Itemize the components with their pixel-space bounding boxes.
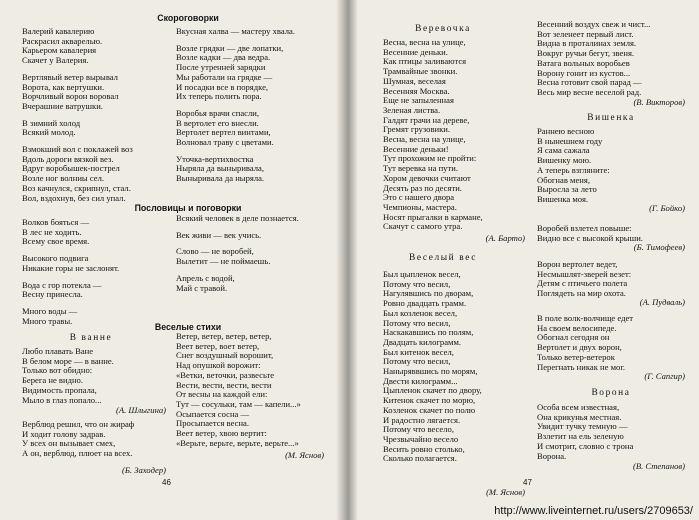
text-line: В нынешнем году [537,135,603,146]
right-col2-vorona [537,403,633,461]
text-line: Наныряввшись по морям, [383,366,478,377]
text-line: Она крикунья местная. [537,411,622,422]
text-line: После утренней зарядки [176,62,266,73]
right-col2-vozdukh [537,20,650,98]
text-line: Потому что весил, [383,278,451,289]
text-line: Козленок скачет по полю [383,404,476,415]
heading-vorona: Ворона [591,388,631,398]
text-line: У всех он вызывает смех, [22,438,116,449]
text-line: Валерий кавалерию [22,26,95,36]
watermark-url: http://www.liveinternet.ru/users/2709653/ [494,505,693,517]
author-yasnov-2: (М. Яснов) [486,487,525,497]
text-line: Выросла за лето [537,184,597,195]
text-line: Весна, весна на улице, [383,37,466,47]
text-line: Скачут с самого утра. [383,221,463,232]
heading-v-vanne: В ванне [69,333,113,343]
author-shlygina: (А. Шлыгина) [115,405,166,415]
text-line: И смотрит, словно с трона [537,440,634,451]
text-line: Обогнав меня, [537,174,590,185]
text-line: Вчерашние ватрушки. [22,100,103,111]
right-col2-vorobey [537,224,643,243]
text-line: Ворон вертолет ведет, [537,259,618,269]
text-line: Носят прыгалки в кармане, [383,211,483,222]
right-col2-vorvertolet [537,260,631,299]
text-line: Воробей взлетел повыше: [537,223,632,233]
author-yasnov-1: (М. Яснов) [285,450,324,460]
text-line: Любо плавать Ване [22,346,94,356]
text-line: Еще не запыленная [383,95,454,106]
text-line: Несмышлят-зверей везет: [537,268,632,279]
text-line: И ходит голову задрав. [22,428,106,439]
text-line: Чемпионы, мастера. [383,201,457,212]
author-stepanov: (В. Степанов) [632,461,685,471]
text-line: Вертолет и двух ворон, [537,342,622,353]
text-line: Как птицы заливаются [383,56,467,67]
author-pudval: (А. Пудваль) [639,297,685,307]
text-line: Май с травой. [176,282,228,293]
text-line: Осыпается сосна — [176,408,250,419]
right-col1-verevochka [383,38,483,232]
text-line: Двадцать килограмм. [383,336,462,347]
text-line: Двести килограмм... [383,375,458,386]
text-line: Зеленая листва. [383,104,441,115]
text-line: Это с нашего двора [383,192,455,203]
text-line: Тут прохожим не пройти: [383,153,477,164]
text-line: Весна, весна на улице, [383,134,466,145]
text-line: Был китенок весел, [383,346,454,357]
text-line: Взлетит на ель зеленую [537,431,624,442]
text-line: Наскакавшись по полям, [383,327,474,338]
text-line: Ворчливый ворон воровал [22,91,119,102]
text-line: Возле грядки — две лопатки, [176,42,284,53]
text-line: В поле волк-волчище едет [537,313,634,323]
text-line: Весенние деньки! [383,143,449,154]
text-line: Был козленок весел, [383,307,458,318]
text-line: Раскрасил акварелью. [22,35,103,46]
text-line: Только ветер-ветерок [537,351,615,362]
text-line: Вот зеленеет первый лист. [537,28,634,39]
left-col2-top [176,27,324,184]
text-line: Видимость пропала, [22,384,97,395]
text-line: Нагулявшись по дворам, [383,288,474,299]
text-line: Тут — сосульки, там — капели...» [176,398,301,409]
text-line: В вертолет его внесли. [176,117,259,128]
text-line: И радостно лягается. [383,414,461,425]
left-col1-vanne [22,347,114,405]
text-line: Китенок скачет по морю, [383,395,476,406]
text-line: Воробья врачи спасли, [176,107,259,118]
text-line: Ватага вольных воробьев [537,57,630,68]
text-line: А теперь взгляните: [537,164,610,175]
text-line: Перегнать никак не мог. [537,361,626,372]
text-line: Вишенку мою. [537,155,592,166]
text-line: Слово — не воробей, [176,246,254,257]
text-line: Ныряла да выныривала, [176,163,265,174]
heading-vishenka: Вишенка [587,113,635,123]
text-line: Веет ветер, хвою вертит: [176,428,267,439]
text-line: Я сама сажала [537,145,590,156]
text-line: Их теперь полить пора. [176,91,262,102]
text-line: Над опушкой ворожит: [176,360,261,371]
heading-vesyoly-ves: Веселый вес [409,253,477,263]
text-line: Мы работали на грядке — [176,71,273,82]
text-line: Выныривала да ныряла. [176,173,265,184]
heading-verevochka: Веревочка [415,24,471,34]
text-line: «Верьте, верьте, верьте, верьте...» [176,437,299,448]
text-line: Всему свое время. [22,236,90,247]
text-line: Всякий молод. [22,127,76,138]
text-line: Снег воздушный ворошит, [176,350,274,361]
left-col2-veter [176,332,301,448]
text-line: Вкусная халва — мастеру хвала. [176,26,296,36]
text-line: Апрель с водой, [176,272,235,283]
author-viktorov: (В. Викторов) [633,97,685,107]
right-col1-ves [383,270,482,464]
text-line: Волков бояться — [22,217,90,227]
heading-veselye-stikhi: Веселые стихи [154,322,222,332]
text-line: Вести, вести, вести, вести [176,379,272,390]
author-sapgir: (Г. Сапгир) [644,371,685,381]
text-line: Возле кадки — два ведра. [176,52,271,63]
text-line: Обогнал сегодня он [537,332,610,343]
text-line: Возле ног волниы сел. [22,173,105,184]
author-zakhoder: (Б. Заходер) [122,465,166,475]
text-line: Шумная, веселая [383,75,446,86]
text-line: Сколько полагается. [383,453,457,464]
text-line: Никакие горы не заслонят. [22,262,120,273]
heading-skorogovorki: Скороговорки [157,13,219,23]
right-col2-vishenka [537,127,610,205]
text-line: Чрезвычайно весело [383,433,459,444]
author-timofeev: (Б. Тимофеев) [633,242,685,252]
text-line: Гремят грузовики. [383,124,451,135]
text-line: Вокруг ручьи бегут, звеня. [537,48,635,59]
author-barto: (А. Барто) [485,233,525,243]
text-line: Тут веревка на пути. [383,163,458,174]
text-line: Высокого подвига [22,253,89,264]
text-line: Весну принесла. [22,289,83,300]
heading-poslovitsy: Пословицы и поговорки [134,203,242,213]
text-line: Волновал траву с цветами. [176,137,274,148]
text-line: Ровно двадцать грамм. [383,298,467,309]
text-line: Детям с птичьего полета [537,278,628,289]
text-line: Верблюд решил, что он жираф [22,419,135,429]
text-line: Ветер, ветер, ветер, ветер, [176,331,272,341]
text-line: Воз качнулся, скрипнул, стал. [22,182,131,193]
text-line: Весь мир весне веселой рад. [537,86,642,97]
text-line: А он, верблюд, плюет на всех. [22,448,133,459]
text-line: Вертлявый ветер вырывал [22,71,118,82]
left-col2-proverbs [176,214,299,293]
text-line: Весна готовит свой парад — [537,77,642,88]
text-line: Вдоль дороги вязкой вез. [22,153,114,164]
text-line: В зимний холод [22,117,81,128]
text-line: От весны на каждой ели: [176,389,268,400]
text-line: Карьером кавалерия [22,45,97,56]
text-line: Цыпленок скачет по двору, [383,385,482,396]
text-line: Только вот обидно: [22,365,93,376]
text-line: Ворота, как вертушки. [22,81,105,92]
text-line: Весенняя Москва. [383,85,450,96]
text-line: В белом море — в ванне. [22,355,114,366]
text-line: Потому что весил, [383,317,451,328]
text-line: Скачет у Валерия. [22,55,89,66]
text-line: Вылетит — не поймаешь. [176,256,271,267]
text-line: И посадки все в порядке, [176,81,269,92]
text-line: Вол, вздохнув, без сил упал. [22,192,126,203]
page-number-right: 47 [523,478,532,487]
text-line: Хором девочки считают [383,172,471,183]
left-page [0,0,345,520]
text-line: Десять раз по десяти. [383,182,462,193]
right-col2-pole [537,314,633,372]
text-line: Вдруг воробышек-пострел [22,163,120,174]
text-line: Просыпается весна. [176,418,250,429]
author-boyko: (Г. Бойко) [649,203,685,213]
text-line: Весенние деньки. [383,46,448,57]
text-line: Был цыпленок весел, [383,269,461,279]
left-col1-verblud [22,420,134,459]
text-line: Весить ровно столько, [383,443,465,454]
text-line: Ворона. [537,450,567,461]
text-line: Много воды — [22,305,78,316]
text-line: Трамвайные звонки. [383,66,458,77]
text-line: Раннею весною [537,126,595,136]
page-number-left: 46 [162,478,171,487]
text-line: «Ветки, веточки, развесьте [176,369,275,380]
left-col1-top [22,27,133,203]
text-line: Вишенка моя. [537,193,589,204]
text-line: Весенний воздух свеж и чист... [537,19,651,29]
text-line: Увидит тучку темную — [537,421,628,432]
text-line: Ворону гонит из кустов... [537,67,631,78]
text-line: Поглядеть на мир охота. [537,288,626,299]
text-line: Берега не видно. [22,375,83,386]
text-line: Мыло в глаз попало... [22,394,102,405]
text-line: Много травы. [22,315,73,326]
text-line: Уточка-вертихвостка [176,153,254,164]
text-line: Взмокший вол с поклажей воз [22,144,133,155]
text-line: Особа всем известная, [537,402,620,412]
left-col1-proverbs [22,218,119,326]
text-line: Потому что весело, [383,424,454,435]
text-line: Веет ветер, воет ветер, [176,340,260,351]
text-line: Всякий человек в деле познается. [176,213,299,223]
text-line: Видна в проталинах земля. [537,38,637,49]
text-line: Потому что весил, [383,356,451,367]
text-line: Галдят грачи на дереве, [383,114,470,125]
text-line: На своем велосипеде. [537,322,617,333]
right-page [345,0,699,520]
text-line: Вода с гор потекла — [22,279,102,290]
text-line: Видно все с высокой крыши. [537,232,643,243]
text-line: Век живи — век учись. [176,229,262,240]
text-line: Вертолет вертел винтами, [176,127,271,138]
text-line: В лес не ходить. [22,226,82,237]
